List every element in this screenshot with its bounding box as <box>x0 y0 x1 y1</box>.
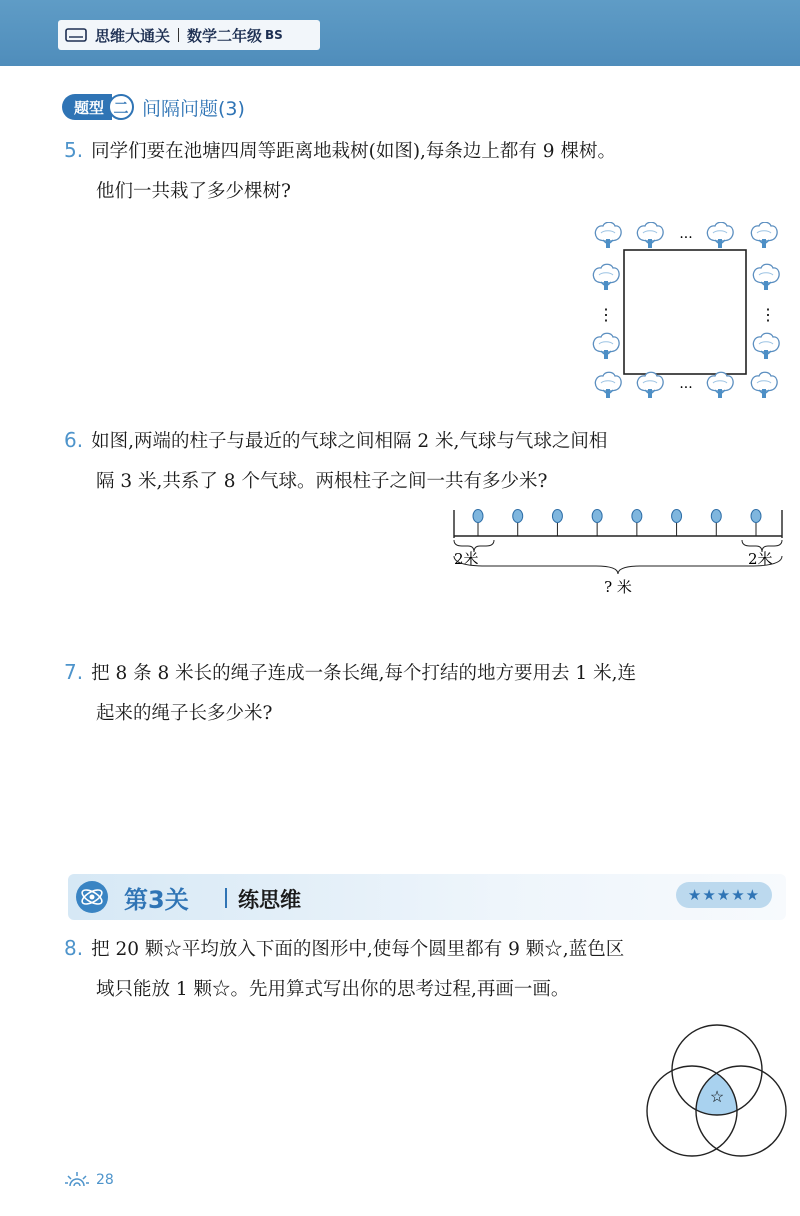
question-number: 6. <box>64 428 84 452</box>
level-banner <box>68 874 786 920</box>
section-title: 间隔问题(3) <box>142 97 245 120</box>
center-star: ☆ <box>709 1087 725 1106</box>
tree-icon <box>707 372 733 398</box>
atom-icon <box>76 881 108 913</box>
book-icon <box>65 27 87 43</box>
tree-icon <box>595 222 621 248</box>
question-text: 把 20 颗☆平均放入下面的图形中,使每个圆里都有 9 颗☆,蓝色区 <box>91 939 625 960</box>
section-number: 二 <box>108 94 134 120</box>
balloon-figure <box>446 506 790 602</box>
header-tab <box>58 20 320 50</box>
balloon-group <box>473 510 761 537</box>
balloon <box>751 510 761 537</box>
ellipsis-bottom: ··· <box>679 380 693 396</box>
total-brace <box>454 556 782 574</box>
page-header <box>0 0 800 66</box>
difficulty-stars: ★★★★★ <box>676 882 772 908</box>
question-8 <box>64 928 624 1010</box>
tree-icon <box>593 264 619 290</box>
question-text: 起来的绳子长多少米? <box>96 703 273 724</box>
question-7 <box>64 652 636 734</box>
left-gap-label: 2米 <box>454 550 479 568</box>
total-length-label: ? 米 <box>604 578 632 596</box>
question-number: 5. <box>64 138 84 162</box>
question-text: 他们一共栽了多少棵树? <box>96 181 291 202</box>
balloon <box>711 510 721 537</box>
edition-label: BS <box>265 28 283 42</box>
question-number: 7. <box>64 660 84 684</box>
question-6 <box>64 420 607 502</box>
right-gap-label: 2米 <box>748 550 773 568</box>
tree-icon <box>707 222 733 248</box>
level-subtitle: 练思维 <box>238 888 301 912</box>
section-pill: 题型 <box>62 94 112 120</box>
question-text: 域只能放 1 颗☆。先用算式写出你的思考过程,再画一画。 <box>96 979 570 1000</box>
tree-icon <box>595 372 621 398</box>
balloon <box>473 510 483 537</box>
balloon <box>632 510 642 537</box>
question-5 <box>64 130 616 212</box>
subject-name: 数学二年级 <box>187 26 263 45</box>
sun-icon <box>64 1170 90 1190</box>
question-text: 隔 3 米,共系了 8 个气球。两根柱子之间一共有多少米? <box>96 471 548 492</box>
section-label <box>62 92 245 122</box>
ellipsis-top: ··· <box>679 230 693 246</box>
question-text: 把 8 条 8 米长的绳子连成一条长绳,每个打结的地方要用去 1 米,连 <box>91 663 636 684</box>
tree-icon <box>637 222 663 248</box>
series-name: 思维大通关 <box>95 26 171 45</box>
balloon <box>552 510 562 537</box>
page-footer <box>64 1170 114 1190</box>
level-name: 第3关 <box>124 886 189 914</box>
tree-icon <box>751 222 777 248</box>
ellipsis-left: ⋮ <box>598 305 614 324</box>
question-number: 8. <box>64 936 84 960</box>
tree-icon <box>753 264 779 290</box>
pond-figure <box>590 222 786 408</box>
page-number: 28 <box>96 1172 114 1188</box>
balloon <box>672 510 682 537</box>
pond-square <box>624 250 746 374</box>
tree-icon <box>593 333 619 359</box>
level-separator <box>225 888 227 908</box>
balloon <box>592 510 602 537</box>
header-separator <box>178 28 179 42</box>
tree-icon <box>753 333 779 359</box>
ellipsis-right: ⋮ <box>760 305 776 324</box>
question-text: 同学们要在池塘四周等距离地栽树(如图),每条边上都有 9 棵树。 <box>91 141 616 162</box>
venn-figure <box>640 1018 800 1168</box>
question-text: 如图,两端的柱子与最近的气球之间相隔 2 米,气球与气球之间相 <box>91 431 608 452</box>
tree-icon <box>751 372 777 398</box>
tree-icon <box>637 372 663 398</box>
balloon <box>513 510 523 537</box>
